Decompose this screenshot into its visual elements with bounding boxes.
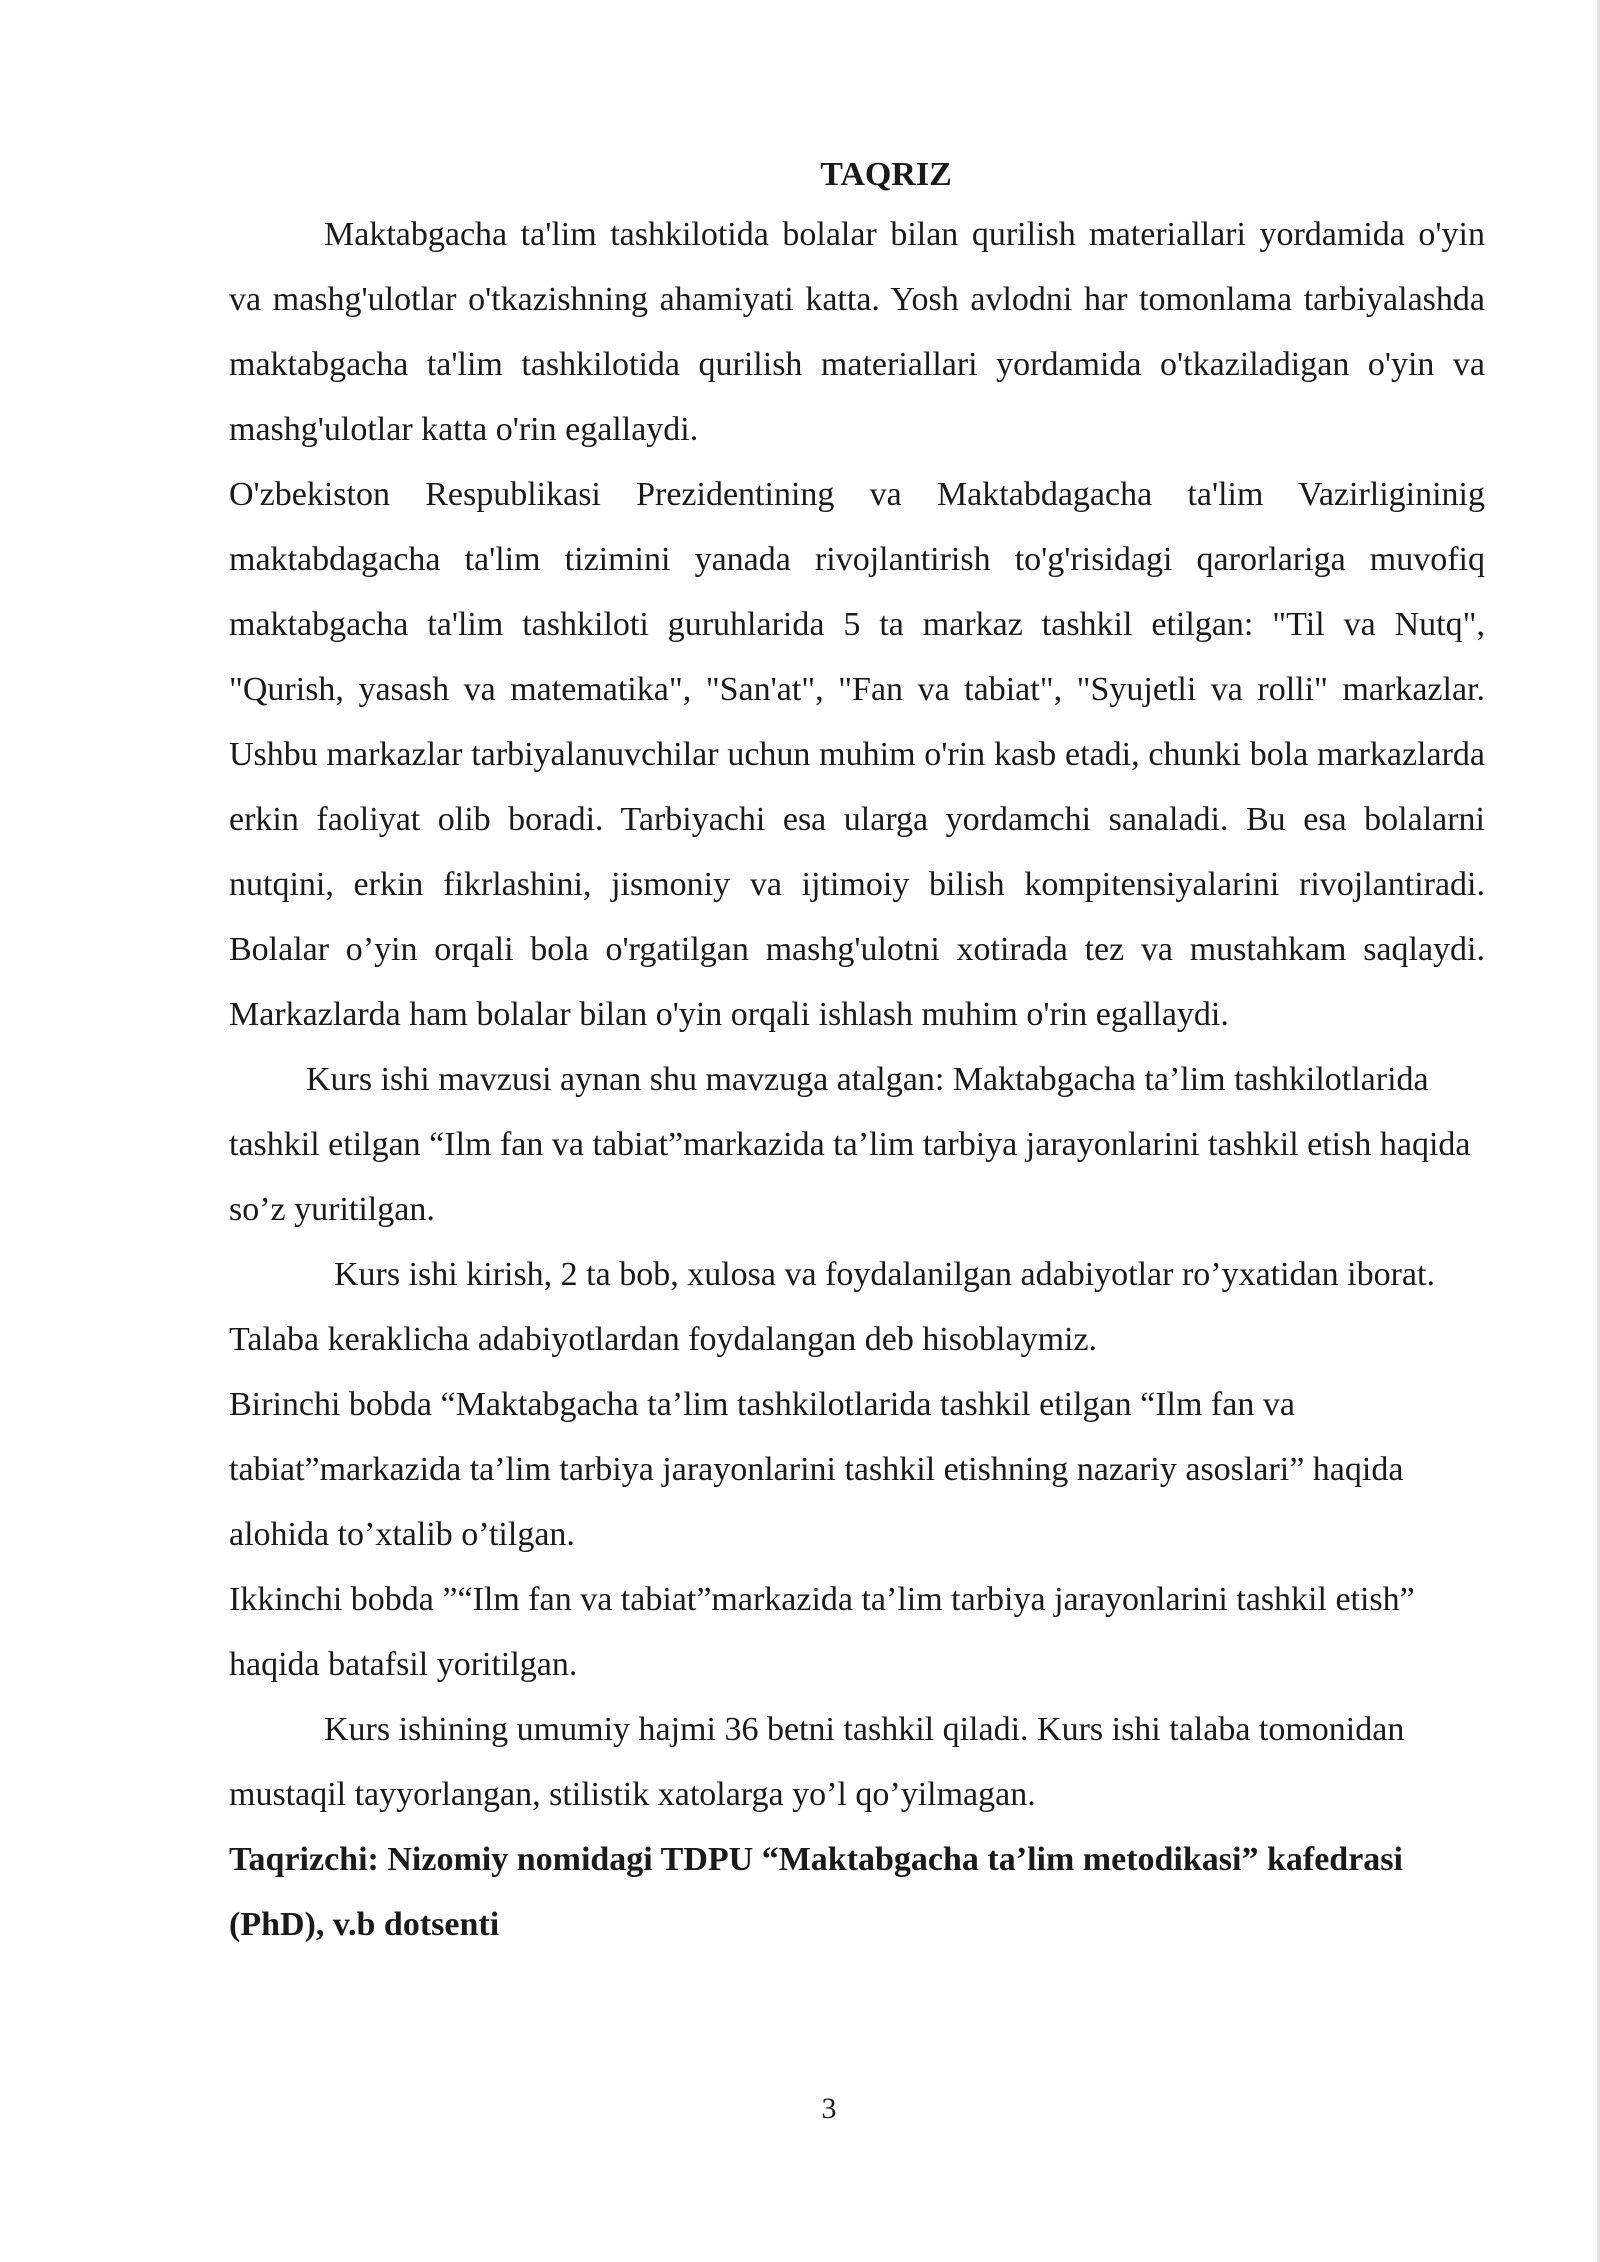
document-title: TAQRIZ	[820, 156, 952, 193]
paragraph-chapter-one: Birinchi bobda “Maktabgacha ta’lim tashkilotlarida tashkil etilgan “Ilm fan va tabiat”markazida ta’lim tarbiya jarayonlarini tashkil etishning nazariy asoslari” haqida alohida to’xtalib o’tilgan.	[229, 1386, 1404, 1553]
paragraph-centers: O'zbekiston Respublikasi Prezidentining va Maktabdagacha ta'lim Vazirligininig maktabdagacha ta'lim tizimini yanada rivojlantirish to'g'risidagi qarorlariga muvofiq maktabgacha ta'lim tashkiloti guruhlarida 5 ta markaz tashkil etilgan: "Til va Nutq", "Qurish, yasash va matematika", "San'at", "Fan va tabiat", "Syujetli va rolli" markazlar. Ushbu markazlar tarbiyalanuvchilar uchun muhim o'rin kasb etadi, chunki bola markazlarda erkin faoliyat olib boradi. Tarbiyachi esa ularga yordamchi sanaladi. Bu esa bolalarni nutqini, erkin fikrlashini, jismoniy va ijtimoiy bilish kompitensiyalarini rivojlantiradi. Bolalar o’yin orqali bola o'rgatilgan mashg'ulotni xotirada tez va mustahkam saqlaydi. Markazlarda ham bolalar bilan o'yin orqali ishlash muhim o'rin egallaydi.	[229, 476, 1485, 1033]
paragraph-topic: Kurs ishi mavzusi aynan shu mavzuga atalgan: Maktabgacha ta’lim tashkilotlarida tashkil etilgan “Ilm fan va tabiat”markazida ta’lim tarbiya jarayonlarini tashkil etish haqida so’z yuritilgan.	[229, 1061, 1471, 1228]
paragraph-volume: Kurs ishining umumiy hajmi 36 betni tashkil qiladi. Kurs ishi talaba tomonidan mustaqil tayyorlangan, stilistik xatolarga yo’l qo’yilmagan.	[229, 1711, 1405, 1813]
page-number: 3	[821, 2092, 837, 2125]
paragraph-chapter-two: Ikkinchi bobda ”“Ilm fan va tabiat”markazida ta’lim tarbiya jarayonlarini tashkil etish” haqida batafsil yoritilgan.	[229, 1581, 1415, 1683]
paragraph-intro: Maktabgacha ta'lim tashkilotida bolalar bilan qurilish materiallari yordamida o'yin va mashg'ulotlar o'tkazishning ahamiyati katta. Yosh avlodni har tomonlama tarbiyalashda maktabgacha ta'lim tashkilotida qurilish materiallari yordamida o'tkaziladigan o'yin va mashg'ulotlar katta o'rin egallaydi.	[229, 216, 1485, 448]
paragraph-structure: Kurs ishi kirish, 2 ta bob, xulosa va foydalanilgan adabiyotlar ro’yxatidan iborat. Talaba keraklicha adabiyotlardan foydalangan deb hisoblaymiz.	[229, 1256, 1435, 1358]
reviewer-signature: Taqrizchi: Nizomiy nomidagi TDPU “Maktabgacha ta’lim metodikasi” kafedrasi (PhD), v.b dotsenti	[229, 1841, 1403, 1943]
document-body	[229, 148, 1485, 1957]
